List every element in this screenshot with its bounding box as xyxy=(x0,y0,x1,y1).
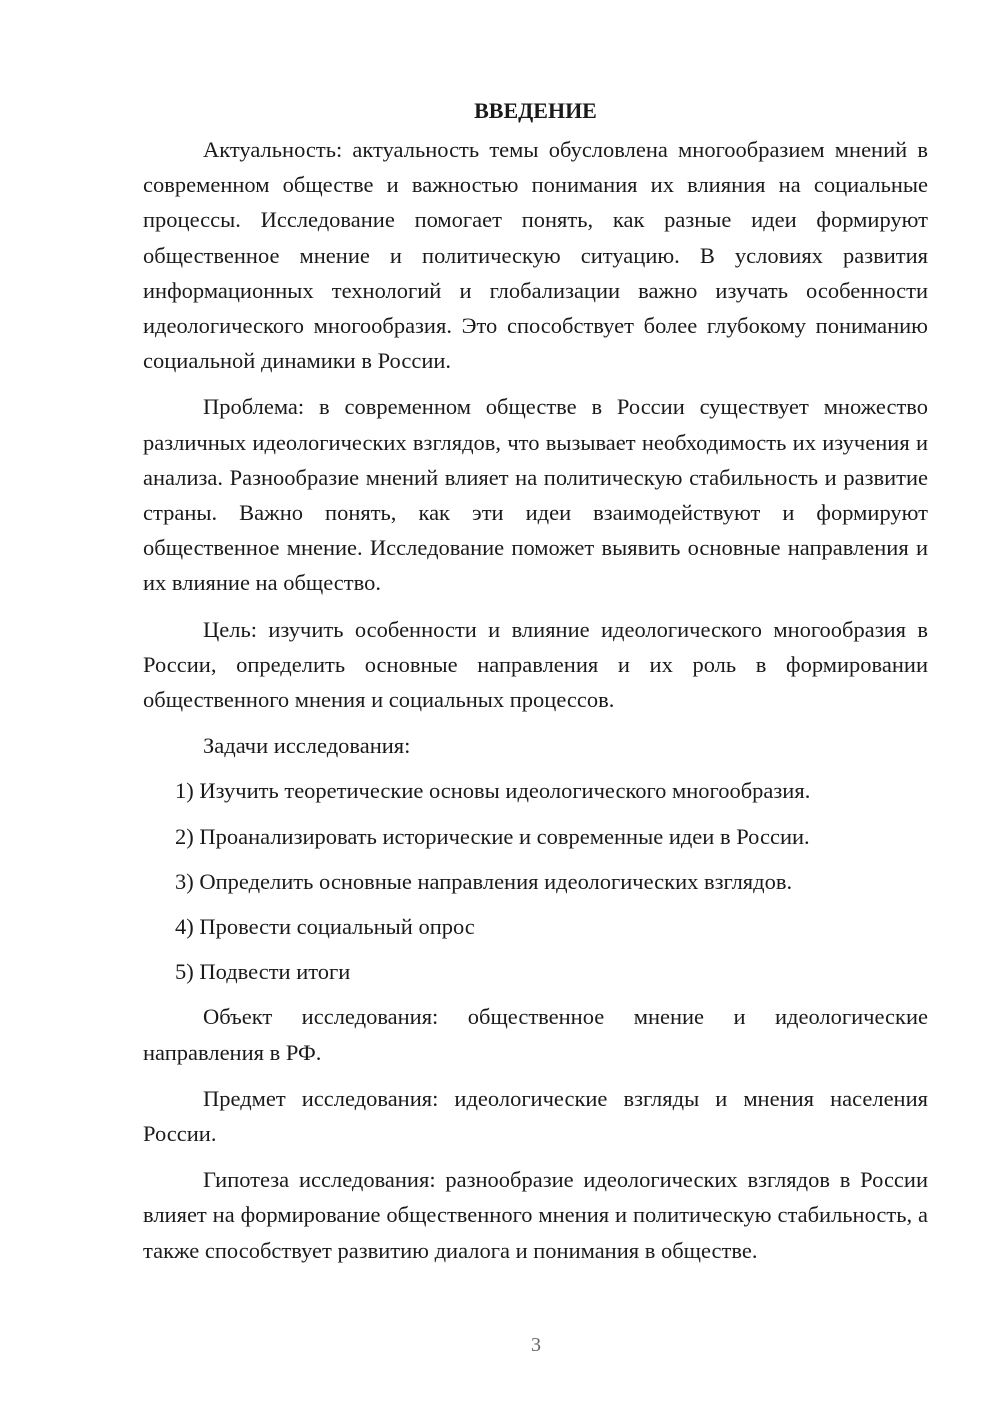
goal-paragraph: Цель: изучить особенности и влияние идеологического многообразия в России, определить основные направления и их роль в формировании общественного мнения и социальных процессов. xyxy=(143,616,928,713)
problem-paragraph: Проблема: в современном обществе в России существует множество различных идеологических взглядов, что вызывает необходимость их изучения и анализа. Разнообразие мнений влияет на политическую стабильность и развитие страны. Важно понять, как эти идеи взаимодействуют и формируют общественное мнение. Исследование поможет выявить основные направления и их влияние на общество. xyxy=(143,394,928,596)
subject-paragraph: Предмет исследования: идеологические взгляды и мнения населения России. xyxy=(143,1085,928,1147)
page-number: 3 xyxy=(531,1334,541,1356)
document-page xyxy=(143,96,928,1279)
task-item: 1) Изучить теоретические основы идеологического многообразия. xyxy=(175,778,811,804)
task-item: 3) Определить основные направления идеологических взглядов. xyxy=(175,868,793,894)
tasks-list xyxy=(143,773,928,989)
tasks-heading: Задачи исследования: xyxy=(203,733,411,759)
relevance-paragraph: Актуальность: актуальность темы обусловлена многообразием мнений в современном обществе и важностью понимания их влияния на социальные процессы. Исследование помогает понять, как разные идеи формируют общественное мнение и политическую ситуацию. В условиях развития информационных технологий и глобализации важно изучать особенности идеологического многообразия. Это способствует более глубокому пониманию социальной динамики в России. xyxy=(143,137,928,374)
hypothesis-paragraph: Гипотеза исследования: разнообразие идеологических взглядов в России влияет на формирование общественного мнения и политическую стабильность, а также способствует развитию диалога и понимания в обществе. xyxy=(143,1167,928,1263)
task-item: 5) Подвести итоги xyxy=(175,959,351,985)
task-item: 2) Проанализировать исторические и современные идеи в России. xyxy=(175,823,810,849)
object-paragraph: Объект исследования: общественное мнение и идеологические направления в РФ. xyxy=(143,1004,928,1065)
task-item: 4) Провести социальный опрос xyxy=(175,914,475,940)
section-heading: ВВЕДЕНИЕ xyxy=(474,98,597,123)
